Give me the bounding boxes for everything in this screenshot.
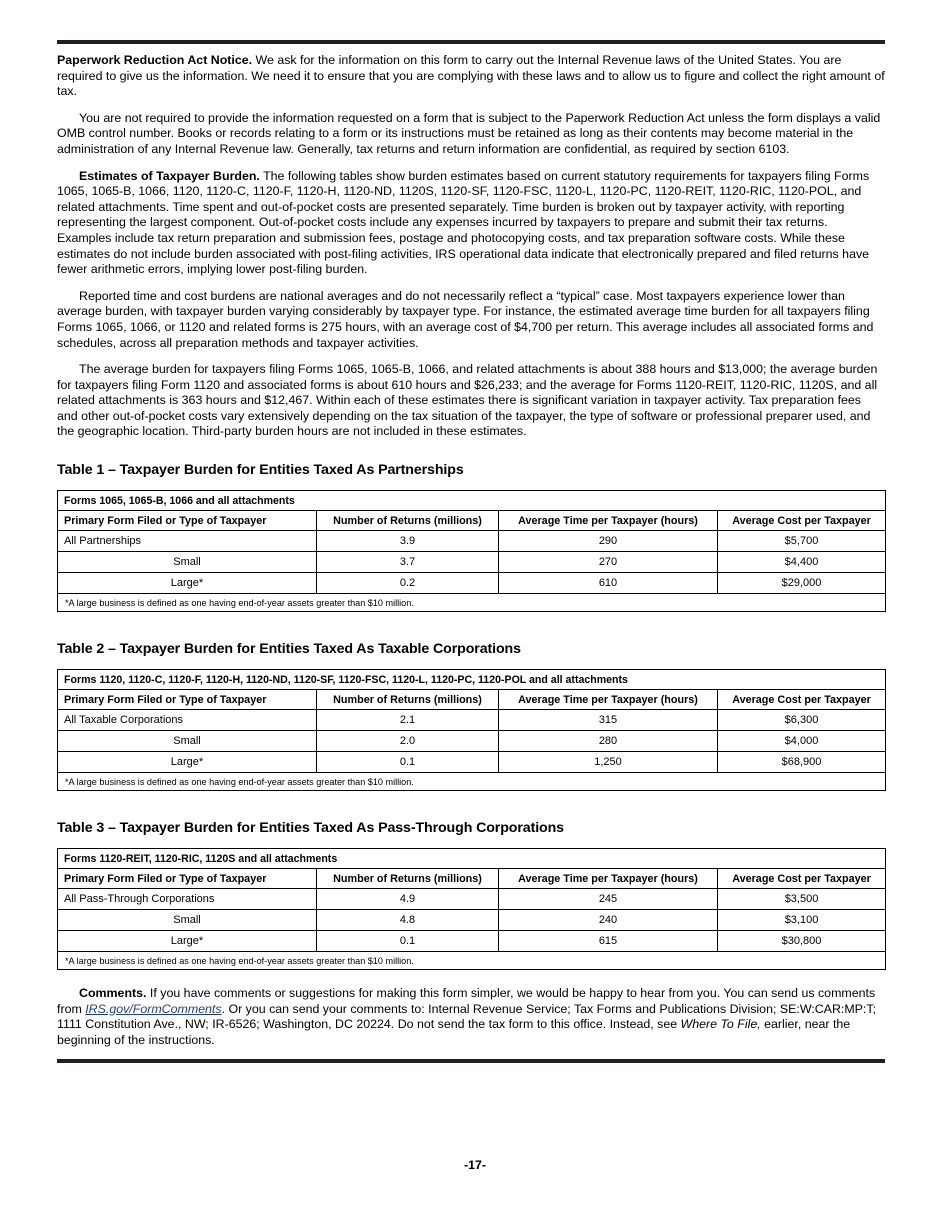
table-1-title: Table 1 – Taxpayer Burden for Entities Taxed As Partnerships bbox=[57, 462, 464, 479]
table-2-row-1-label: Small bbox=[58, 731, 317, 752]
table-2-row-2-time: 1,250 bbox=[499, 752, 718, 773]
top-horizontal-rule bbox=[57, 40, 885, 44]
table-3-forms-label: Forms 1120-REIT, 1120-RIC, 1120S and all attachments bbox=[58, 849, 886, 869]
table-footnote-row bbox=[58, 594, 886, 612]
table-3-title: Table 3 – Taxpayer Burden for Entities Taxed As Pass-Through Corporations bbox=[57, 820, 564, 837]
table-3-col-header-3: Average Cost per Taxpayer bbox=[718, 869, 886, 889]
table-header-row bbox=[58, 869, 886, 889]
table-1-row-1-label: Small bbox=[58, 552, 317, 573]
table-1-row-0-cost: $5,700 bbox=[718, 531, 886, 552]
table-row-forms bbox=[58, 670, 886, 690]
table-3-row-1-returns: 4.8 bbox=[317, 910, 499, 931]
table-row-forms bbox=[58, 849, 886, 869]
table-2-row-1-returns: 2.0 bbox=[317, 731, 499, 752]
table-footnote-row bbox=[58, 952, 886, 970]
table-1-footnote: *A large business is defined as one having end-of-year assets greater than $10 million. bbox=[58, 594, 886, 612]
table-3-row-0-label: All Pass-Through Corporations bbox=[58, 889, 317, 910]
table-1-row-0-returns: 3.9 bbox=[317, 531, 499, 552]
paragraph-omb-control-number bbox=[57, 111, 885, 158]
paragraph-paperwork-reduction-notice bbox=[57, 53, 885, 100]
table-1-row-2-time: 610 bbox=[499, 573, 718, 594]
table-2-row-0-cost: $6,300 bbox=[718, 710, 886, 731]
table-2-row-0-time: 315 bbox=[499, 710, 718, 731]
table-2-row-2-label: Large* bbox=[58, 752, 317, 773]
table-3-col-header-2: Average Time per Taxpayer (hours) bbox=[499, 869, 718, 889]
table-3-col-header-1: Number of Returns (millions) bbox=[317, 869, 499, 889]
table-2-col-header-2: Average Time per Taxpayer (hours) bbox=[499, 690, 718, 710]
table-2-row-2-returns: 0.1 bbox=[317, 752, 499, 773]
comments-text-part3: earlier, near the beginning of the instructions. bbox=[57, 1017, 851, 1047]
table-2-col-header-1: Number of Returns (millions) bbox=[317, 690, 499, 710]
table-1-col-header-0: Primary Form Filed or Type of Taxpayer bbox=[58, 511, 317, 531]
table-1-row-0-label: All Partnerships bbox=[58, 531, 317, 552]
paragraph-reported-time-and-cost bbox=[57, 289, 885, 351]
table-3-footnote: *A large business is defined as one having end-of-year assets greater than $10 million. bbox=[58, 952, 886, 970]
comments-where-to-file-italic: Where To File, bbox=[680, 1017, 761, 1032]
table-row bbox=[58, 552, 886, 573]
table-1-row-1-returns: 3.7 bbox=[317, 552, 499, 573]
table-3-row-1-time: 240 bbox=[499, 910, 718, 931]
table-row bbox=[58, 889, 886, 910]
table-2-section bbox=[57, 641, 885, 791]
table-row bbox=[58, 752, 886, 773]
page-content bbox=[57, 40, 885, 1063]
paragraph-text: Reported time and cost burdens are national averages and do not necessarily reflect a “typical” case. Most taxpayers experience lower than average burden, with taxpayer burden varying considerably by taxpayer type. For instance, the estimated average time burden for all taxpayers filing Forms 1065, 1066, or 1120 and related forms is 275 hours, with an average cost of $4,700 per return. This average includes all associated forms and schedules, across all preparation methods and taxpayer activities. bbox=[57, 288, 874, 350]
table-header-row bbox=[58, 690, 886, 710]
paragraph-text: The average burden for taxpayers filing Forms 1065, 1065-B, 1066, and related attachments is about 388 hours and $13,000; the average burden for taxpayers filing Form 1120 and associated forms is about 610 hours and $26,233; and the average for Forms 1120-REIT, 1120-RIC, 1120S, and all related attachments is 363 hours and $12,467. Within each of these estimates there is significant variation in taxpayer activity. Tax preparation fees and other out-of-pocket costs vary extensively depending on the tax situation of the taxpayer, the type of software or professional preparer used, and the geographic location. Third-party burden hours are not included in these estimates. bbox=[57, 362, 878, 439]
table-1-row-1-time: 270 bbox=[499, 552, 718, 573]
table-2-row-2-cost: $68,900 bbox=[718, 752, 886, 773]
table-2-row-1-cost: $4,000 bbox=[718, 731, 886, 752]
table-2-row-0-label: All Taxable Corporations bbox=[58, 710, 317, 731]
table-3-row-2-label: Large* bbox=[58, 931, 317, 952]
table-2-col-header-0: Primary Form Filed or Type of Taxpayer bbox=[58, 690, 317, 710]
table-2-col-header-3: Average Cost per Taxpayer bbox=[718, 690, 886, 710]
table-row bbox=[58, 573, 886, 594]
table-row bbox=[58, 710, 886, 731]
table-1 bbox=[57, 490, 886, 612]
irs-form-comments-link[interactable]: IRS.gov/FormComments bbox=[85, 1001, 222, 1016]
table-3-row-0-time: 245 bbox=[499, 889, 718, 910]
table-3-col-header-0: Primary Form Filed or Type of Taxpayer bbox=[58, 869, 317, 889]
table-row bbox=[58, 731, 886, 752]
paragraph-lead-label: Estimates of Taxpayer Burden. bbox=[79, 168, 260, 183]
table-3-row-1-label: Small bbox=[58, 910, 317, 931]
table-header-row bbox=[58, 511, 886, 531]
table-2-footnote: *A large business is defined as one having end-of-year assets greater than $10 million. bbox=[58, 773, 886, 791]
table-row bbox=[58, 931, 886, 952]
table-row bbox=[58, 531, 886, 552]
table-3-section bbox=[57, 820, 885, 970]
paragraph-comments bbox=[57, 986, 885, 1048]
comments-lead-label: Comments. bbox=[79, 986, 147, 1001]
table-footnote-row bbox=[58, 773, 886, 791]
bottom-horizontal-rule bbox=[57, 1059, 885, 1063]
table-3-row-2-cost: $30,800 bbox=[718, 931, 886, 952]
table-3-row-1-cost: $3,100 bbox=[718, 910, 886, 931]
paragraph-estimates-of-taxpayer-burden bbox=[57, 169, 885, 278]
table-3-row-2-returns: 0.1 bbox=[317, 931, 499, 952]
paragraph-average-burden bbox=[57, 362, 885, 440]
table-1-forms-label: Forms 1065, 1065-B, 1066 and all attachments bbox=[58, 491, 886, 511]
paragraph-text: You are not required to provide the information requested on a form that is subject to the Paperwork Reduction Act unless the form displays a valid OMB control number. Books or records relating to a form or its instructions must be retained as long as their contents may become material in the administration of any Internal Revenue law. Generally, tax returns and return information are confidential, as required by section 6103. bbox=[57, 110, 881, 156]
comments-section bbox=[57, 986, 885, 1048]
table-1-row-2-cost: $29,000 bbox=[718, 573, 886, 594]
table-1-col-header-2: Average Time per Taxpayer (hours) bbox=[499, 511, 718, 531]
table-3-row-2-time: 615 bbox=[499, 931, 718, 952]
table-row bbox=[58, 910, 886, 931]
table-1-col-header-3: Average Cost per Taxpayer bbox=[718, 511, 886, 531]
table-row-forms bbox=[58, 491, 886, 511]
table-2 bbox=[57, 669, 886, 791]
paragraph-text: The following tables show burden estimates based on current statutory requirements for taxpayers filing Forms 1065, 1065-B, 1066, 1120, 1120-C, 1120-F, 1120-H, 1120-ND, 1120S, 1120-SF, 1120-FSC, 1120-L, 1120-PC, 1120-REIT, 1120-RIC, 1120-POL, and related attachments. Time spent and out-of-pocket costs are presented separately. Time burden is broken out by taxpayer activity, with reporting representing the largest component. Out-of-pocket costs include any expenses incurred by taxpayers to prepare and submit their tax returns. Examples include tax return preparation and submission fees, postage and photocopying costs, and tax preparation software costs. While these estimates do not include burden associated with post-filing activities, IRS operational data indicate that electronically prepared and filed returns have fewer arithmetic errors, implying lower post-filing burden. bbox=[57, 168, 870, 277]
comments-text-part1: If you have comments or suggestions for making this form simpler, we would be happy to hear from you. You can send us comments from bbox=[57, 986, 876, 1016]
table-1-row-1-cost: $4,400 bbox=[718, 552, 886, 573]
page-number: -17- bbox=[463, 1158, 487, 1172]
table-2-row-1-time: 280 bbox=[499, 731, 718, 752]
paragraph-lead-label: Paperwork Reduction Act Notice. bbox=[57, 53, 253, 67]
paragraph-text: We ask for the information on this form to carry out the Internal Revenue laws of the United States. You are required to give us the information. We need it to ensure that you are complying with these laws and to allow us to figure and collect the right amount of tax. bbox=[57, 53, 885, 99]
comments-text-part2: . Or you can send your comments to: Internal Revenue Service; Tax Forms and Publications Division; SE:W:CAR:MP:T; 1111 Constitution Ave., NW; IR-6526; Washington, DC 20224. Do not send the tax form to this office. Instead, see bbox=[57, 1001, 877, 1032]
table-2-title: Table 2 – Taxpayer Burden for Entities Taxed As Taxable Corporations bbox=[57, 641, 521, 658]
table-1-row-2-returns: 0.2 bbox=[317, 573, 499, 594]
table-3-row-0-returns: 4.9 bbox=[317, 889, 499, 910]
table-2-forms-label: Forms 1120, 1120-C, 1120-F, 1120-H, 1120-ND, 1120-SF, 1120-FSC, 1120-L, 1120-PC, 1120-POL and all attachments bbox=[58, 670, 886, 690]
table-3 bbox=[57, 848, 886, 970]
table-1-col-header-1: Number of Returns (millions) bbox=[317, 511, 499, 531]
table-1-section bbox=[57, 462, 885, 612]
table-1-row-2-label: Large* bbox=[58, 573, 317, 594]
table-1-row-0-time: 290 bbox=[499, 531, 718, 552]
table-2-row-0-returns: 2.1 bbox=[317, 710, 499, 731]
table-3-row-0-cost: $3,500 bbox=[718, 889, 886, 910]
